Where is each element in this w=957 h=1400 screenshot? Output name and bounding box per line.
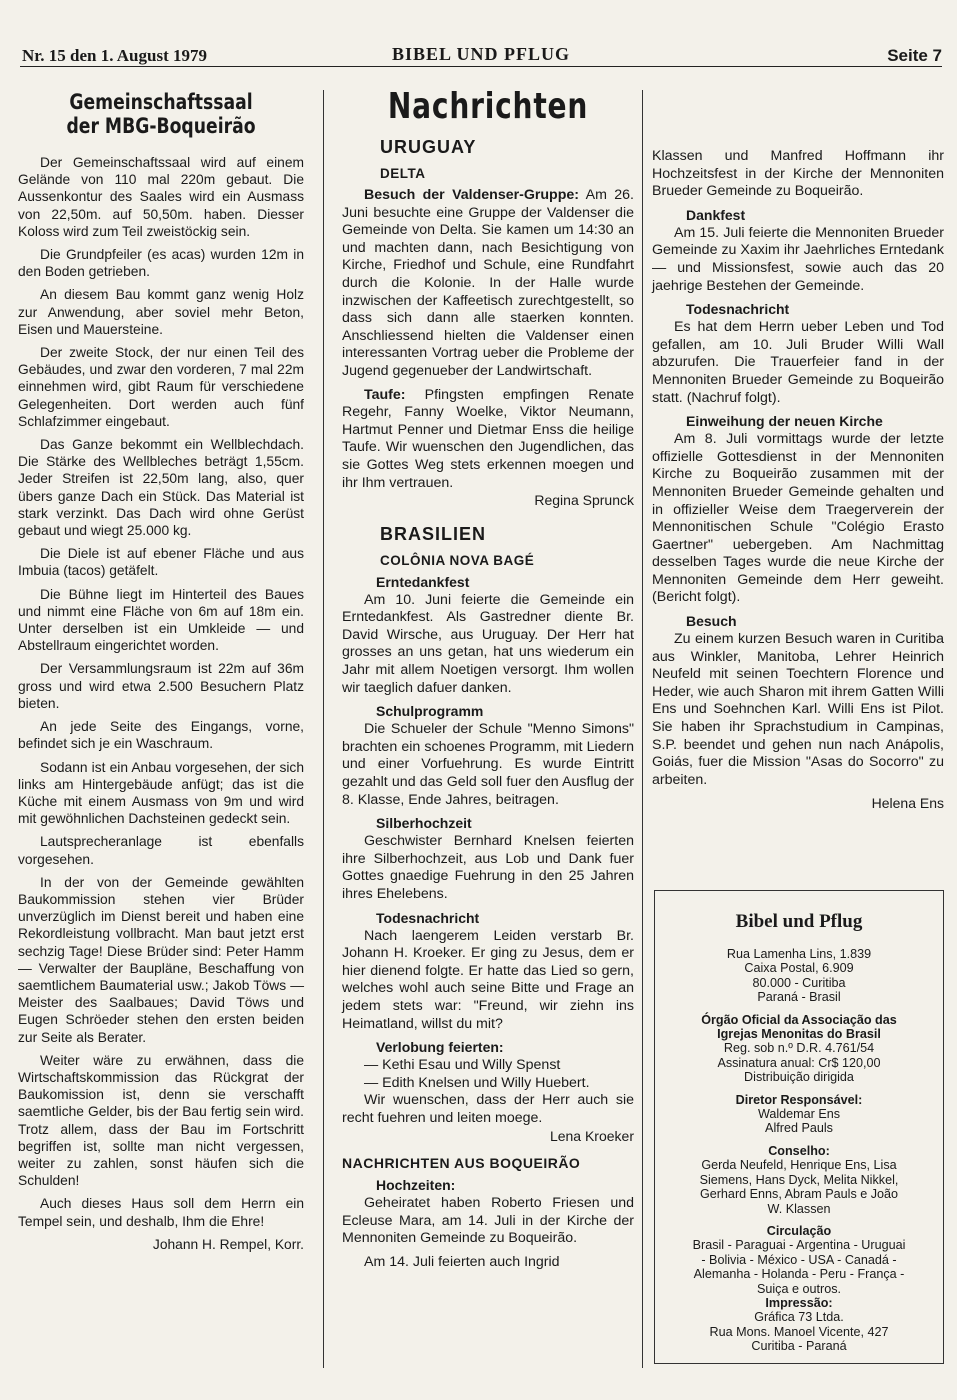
masthead-box bbox=[654, 890, 944, 1364]
newspaper-name: BIBEL UND PFLUG bbox=[392, 44, 571, 64]
printing-heading: Impressão: bbox=[765, 1295, 833, 1310]
official-organ bbox=[655, 1013, 943, 1042]
masthead-line: Brasil - Paraguai - Argentina - Uruguai bbox=[692, 1238, 906, 1253]
subheading: Todesnachricht bbox=[376, 909, 480, 926]
masthead-line: Gerhard Enns, Abram Pauls e João bbox=[699, 1187, 899, 1202]
column-divider bbox=[642, 90, 643, 1368]
paragraph: Am 15. Juli feierte die Mennoniten Brueder Gemeinde zu Xaxim ihr Jaehrliches Erntedank — und Missionsfest, sowie auch das 20 jaehrige Bestehen der Gemeinde. bbox=[652, 224, 944, 294]
masthead-title: Bibel und Pflug bbox=[735, 911, 863, 932]
paragraph: In der von der Gemeinde gewählten Baukommission stehen vier Brüder unverzüglich im Dienst bereit und haben eine Rekordleistung vollbracht. Man baut jetzt erst sechzig Tage! Diese Brüder sind: Peter Hamm — Verwalter der Baupläne, Beschaffung von saemtlichem Baumaterial usw.; Jakob Töws — Meister des Saalbaues; David Töws und Eugen Schröeder stehen den ersten beiden zur Seite als Berater. bbox=[18, 874, 304, 1045]
column-divider bbox=[323, 90, 324, 1368]
paragraph: Geheiratet haben Roberto Friesen und Ecleuse Mara, am 14. Juli in der Kirche der Mennoniten Gemeinde zu Boqueirão. bbox=[342, 1195, 634, 1247]
paragraph: Taufe: Pfingsten empfingen Renate Regehr, Fanny Woelke, Viktor Neumann, Hartmut Penner und Dietmar Enss die heilige Taufe. Wir wuenschen den Jugendlichen, das sie Gottes Weg stets erkennen moegen und ihr Ihm vertrauen. bbox=[342, 386, 634, 491]
masthead-line: Distribuição dirigida bbox=[744, 1070, 854, 1085]
masthead-line: Alemanha - Holanda - Peru - França - bbox=[693, 1267, 905, 1282]
paragraph: An jede Seite des Eingangs, vorne, befindet sich je ein Waschraum. bbox=[18, 719, 304, 752]
article-signature: Johann H. Rempel, Korr. bbox=[152, 1236, 304, 1252]
paragraph: Die Grundpfeiler (es acas) wurden 12m in den Boden getrieben. bbox=[18, 247, 304, 280]
subheading: Hochzeiten: bbox=[376, 1177, 456, 1194]
masthead-line: Suiça e outros. bbox=[756, 1281, 841, 1296]
masthead-line: Órgão Oficial da Associação das bbox=[701, 1012, 897, 1027]
paragraph: Klassen und Manfred Hoffmann ihr Hochzeitsfest in der Kirche der Mennoniten Brueder Gemeinde zu Boqueirão. bbox=[652, 148, 944, 200]
registration-info bbox=[655, 1041, 943, 1084]
masthead-line: Rua Mons. Manoel Vicente, 427 bbox=[709, 1324, 889, 1339]
council-heading: Conselho: bbox=[768, 1143, 830, 1158]
section-title: Nachrichten bbox=[387, 86, 589, 127]
page-number: Seite 7 bbox=[887, 46, 942, 65]
paragraph: Wir wuenschen, dass der Herr auch sie recht fuehren und leiten moege. bbox=[342, 1092, 634, 1126]
masthead-line: Caixa Postal, 6.909 bbox=[744, 961, 854, 976]
section-heading: NACHRICHTEN AUS BOQUEIRÃO bbox=[342, 1155, 581, 1172]
masthead-line: Igrejas Menonitas do Brasil bbox=[717, 1027, 881, 1042]
paragraph: Auch dieses Haus soll dem Herrn ein Tempel sein, und deshalb, Ihm die Ehre! bbox=[18, 1196, 304, 1229]
masthead-line: Gerda Neufeld, Henrique Ens, Lisa bbox=[701, 1158, 897, 1173]
council-names bbox=[655, 1158, 943, 1216]
masthead-line: Reg. sob n.º D.R. 4.761/54 bbox=[723, 1041, 875, 1056]
nachrichten-continued bbox=[652, 148, 944, 819]
paragraph: Das Ganze bekommt ein Wellblechdach. Die Stärke des Wellbleches beträgt 1,55cm. Jeder Streifen ist 22,50m lang, also, quer übers ganze Dach ein Stück. Das Material ist stark verzinkt. Das Dach wird ohne Gerüst gebaut und wiegt 25.000 kg. bbox=[18, 437, 304, 539]
signature: Helena Ens bbox=[871, 795, 944, 812]
country-heading: URUGUAY bbox=[380, 137, 477, 157]
issue-date: Nr. 15 den 1. August 1979 bbox=[22, 46, 207, 65]
paragraph: Lautsprecheranlage ist ebenfalls vorgesehen. bbox=[18, 834, 304, 867]
article-gemeinschaftssaal bbox=[18, 86, 304, 1259]
paragraph: Geschwister Bernhard Knelsen feierten ihre Silberhochzeit, aus Lob und Dank fuer Gottes gnaedige Fuehrung in den 25 Jahren ihres Ehelebens. bbox=[342, 833, 634, 902]
paragraph: Die Diele ist auf ebener Fläche und aus Imbuia (tacos) getäfelt. bbox=[18, 546, 304, 579]
masthead-line: Assinatura anual: Cr$ 120,00 bbox=[717, 1055, 881, 1070]
nachrichten-column bbox=[342, 86, 634, 1278]
masthead-line: Paraná - Brasil bbox=[757, 990, 841, 1005]
printer-info bbox=[655, 1310, 943, 1353]
circulation-countries bbox=[655, 1238, 943, 1296]
paragraph: Die Schueler der Schule "Menno Simons" brachten ein schoenes Programm, mit Liedern und einer Vorfuehrung. Es wurde Eintritt gezahlt und das Geld soll fuer den Ausflug der 8. Klasse, Ende Jahres, beitragen. bbox=[342, 721, 634, 808]
paragraph: An diesem Bau kommt ganz wenig Holz zur Anwendung, aber soviel mehr Beton, Eisen und Mauersteine. bbox=[18, 287, 304, 337]
paragraph: Weiter wäre zu erwähnen, dass die Wirtschaftskommission das Rückgrat der Baukomission ist, denn sie verschafft saemtliche Gelder, bis der Bau fertig sein wird. Trotz allem, dass der Bau im Fortschritt begriffen ist, sollte man nicht vergessen, weiter zu zahlen, sonst häufen sich die Schulden! bbox=[18, 1052, 304, 1189]
paragraph: Die Bühne liegt im Hinterteil des Baues und nimmt eine Fläche von 6m auf 18m ein. Unter derselben ist ein Umkleide — und Abstellraum eingerichtet worden. bbox=[18, 586, 304, 654]
paragraph: Am 10. Juni feierte die Gemeinde ein Erntedankfest. Als Gastredner diente Br. David Wirsche, aus Uruguay. Der Herr hat grosses an uns getan, hat uns wiederum ein Jahr mit allem Noetigen versorgt. Ihm wollen wir taeglich dafuer danken. bbox=[342, 591, 634, 696]
masthead-line: Siemens, Hans Dyck, Melita Nikkel, bbox=[699, 1172, 899, 1187]
paragraph: Es hat dem Herrn ueber Leben und Tod gefallen, am 10. Juli Bruder Willi Wall abzurufen. Die Trauerfeier fand in der Mennoniten Brueder Gemeinde zu Boqueirão statt. (Nachruf folgt). bbox=[652, 319, 944, 406]
paragraph: Sodann ist ein Anbau vorgesehen, der sich links am Hintergebäude anfügt; das ist die Küche mit einem Ausmass von 9m und wird mit gewöhnlichen Dachsteinen gedeckt sein. bbox=[18, 759, 304, 827]
list-item: — Kethi Esau und Willy Spenst bbox=[364, 1057, 561, 1074]
circulation-heading: Circulação bbox=[766, 1223, 832, 1238]
masthead-line: - Bolivia - México - USA - Canadá - bbox=[701, 1252, 897, 1267]
masthead-line: Curitiba - Paraná bbox=[751, 1339, 847, 1354]
subheading: Dankfest bbox=[686, 206, 746, 223]
place-heading: DELTA bbox=[380, 166, 426, 181]
list-item: — Edith Knelsen und Willy Huebert. bbox=[364, 1074, 590, 1091]
subheading: Schulprogramm bbox=[376, 703, 484, 720]
paragraph: Nach laengerem Leiden verstarb Br. Johann H. Kroeker. Er ging zu Jesus, dem er hier dienend folgte. Er hatte das Lied so gern, welches wohl auch seine Bitte und Frage an jedem stets war: "Freund, wir ziehn ins Heimatland, willst du mit? bbox=[342, 927, 634, 1032]
subheading: Silberhochzeit bbox=[376, 815, 472, 832]
page-header bbox=[20, 44, 942, 67]
article-title: Gemeinschaftssaal der MBG-Boqueirão bbox=[66, 90, 256, 138]
paragraph: Zu einem kurzen Besuch waren in Curitiba aus Winkler, Manitoba, Lehrer Heinrich Neufeld mit seinen Toechtern Florence und Heder, wie auch Sharon mit ihrem Gatten Willi Ens und Soehnchen Karl. Willi Ens ist Pilot. Sie haben ihr Sprachstudium in Campinas, S.P. beendet und gehen nun nach Anápolis, Goiás, fuer die Mission "Asas do Socorro" zu arbeiten. bbox=[652, 631, 944, 788]
paragraph: Am 14. Juli feierten auch Ingrid bbox=[364, 1253, 560, 1270]
country-heading: BRASILIEN bbox=[380, 523, 487, 544]
place-heading: COLÔNIA NOVA BAGÉ bbox=[380, 552, 535, 568]
subheading: Einweihung der neuen Kirche bbox=[686, 413, 883, 430]
masthead-line: W. Klassen bbox=[767, 1201, 831, 1216]
masthead-line: 80.000 - Curitiba bbox=[752, 975, 846, 990]
masthead-line: Waldemar Ens bbox=[757, 1107, 841, 1122]
director-names bbox=[655, 1107, 943, 1136]
director-heading: Diretor Responsável: bbox=[735, 1092, 863, 1107]
signature: Regina Sprunck bbox=[534, 492, 634, 509]
subheading: Erntedankfest bbox=[376, 573, 470, 590]
masthead-line: Alfred Pauls bbox=[765, 1121, 833, 1136]
masthead-line: Gráfica 73 Ltda. bbox=[754, 1310, 844, 1325]
paragraph: Der Versammlungsraum ist 22m auf 36m gross und wird etwa 2.500 Besuchern Platz bieten. bbox=[18, 661, 304, 711]
paragraph: Am 8. Juli vormittags wurde der letzte offizielle Gottesdienst in der Mennoniten Kirche zu Boqueirão zusammen mit der Mennoniten Brueder Gemeinde gehalten und in offizieller Weise dem Traegerverein der Mennonitischen Schule "Colégio Erasto Gaertner" uebergeben. Am Nachmittag desselben Tages wurde die neue Kirche der Mennoniten Gemeinde dem Herr geweiht. (Bericht folgt). bbox=[652, 431, 944, 606]
signature: Lena Kroeker bbox=[549, 1127, 634, 1144]
paragraph: Der Gemeinschaftssaal wird auf einem Gelände von 110 mal 220m gebaut. Die Aussenkontur des Saales wird ein Ausmass von 22,50m. auf 50,50m. haben. Diesser Koloss wird zum Teil zweistöckig sein. bbox=[18, 155, 304, 239]
paragraph: Besuch der Valdenser-Gruppe: Am 26. Juni besuchte eine Gruppe der Valdenser die Gemeinde von Delta. Sie kamen um 14:30 an und machten dann, nach Besichtigung von Kirche, Friedhof und Schule, eine Rundfahrt durch die Kolonie. In der Halle wurde inzwischen der Kaffeetisch zurechtgestellt, so dass sich dann alle staerken konnten. Anschliessend hielten die Valdenser einen interessanten Vortrag ueber die Probleme der Jugend gegenueber der Landwirtschaft. bbox=[342, 187, 634, 379]
masthead-line: Rua Lamenha Lins, 1.839 bbox=[726, 947, 872, 961]
paragraph: Der zweite Stock, der nur einen Teil des Gebäudes, und zwar den vorderen, 7 mal 22m einnehmen wird, gibt Raum für verschiedene Gelegenheiten. Dort werden auch fünf Schlafzimmer eingebaut. bbox=[18, 345, 304, 429]
subheading: Todesnachricht bbox=[686, 301, 790, 318]
article-body bbox=[18, 154, 304, 1230]
subheading: Besuch bbox=[686, 613, 737, 630]
subheading: Verlobung feierten: bbox=[376, 1039, 504, 1056]
publisher-address bbox=[655, 947, 943, 1005]
